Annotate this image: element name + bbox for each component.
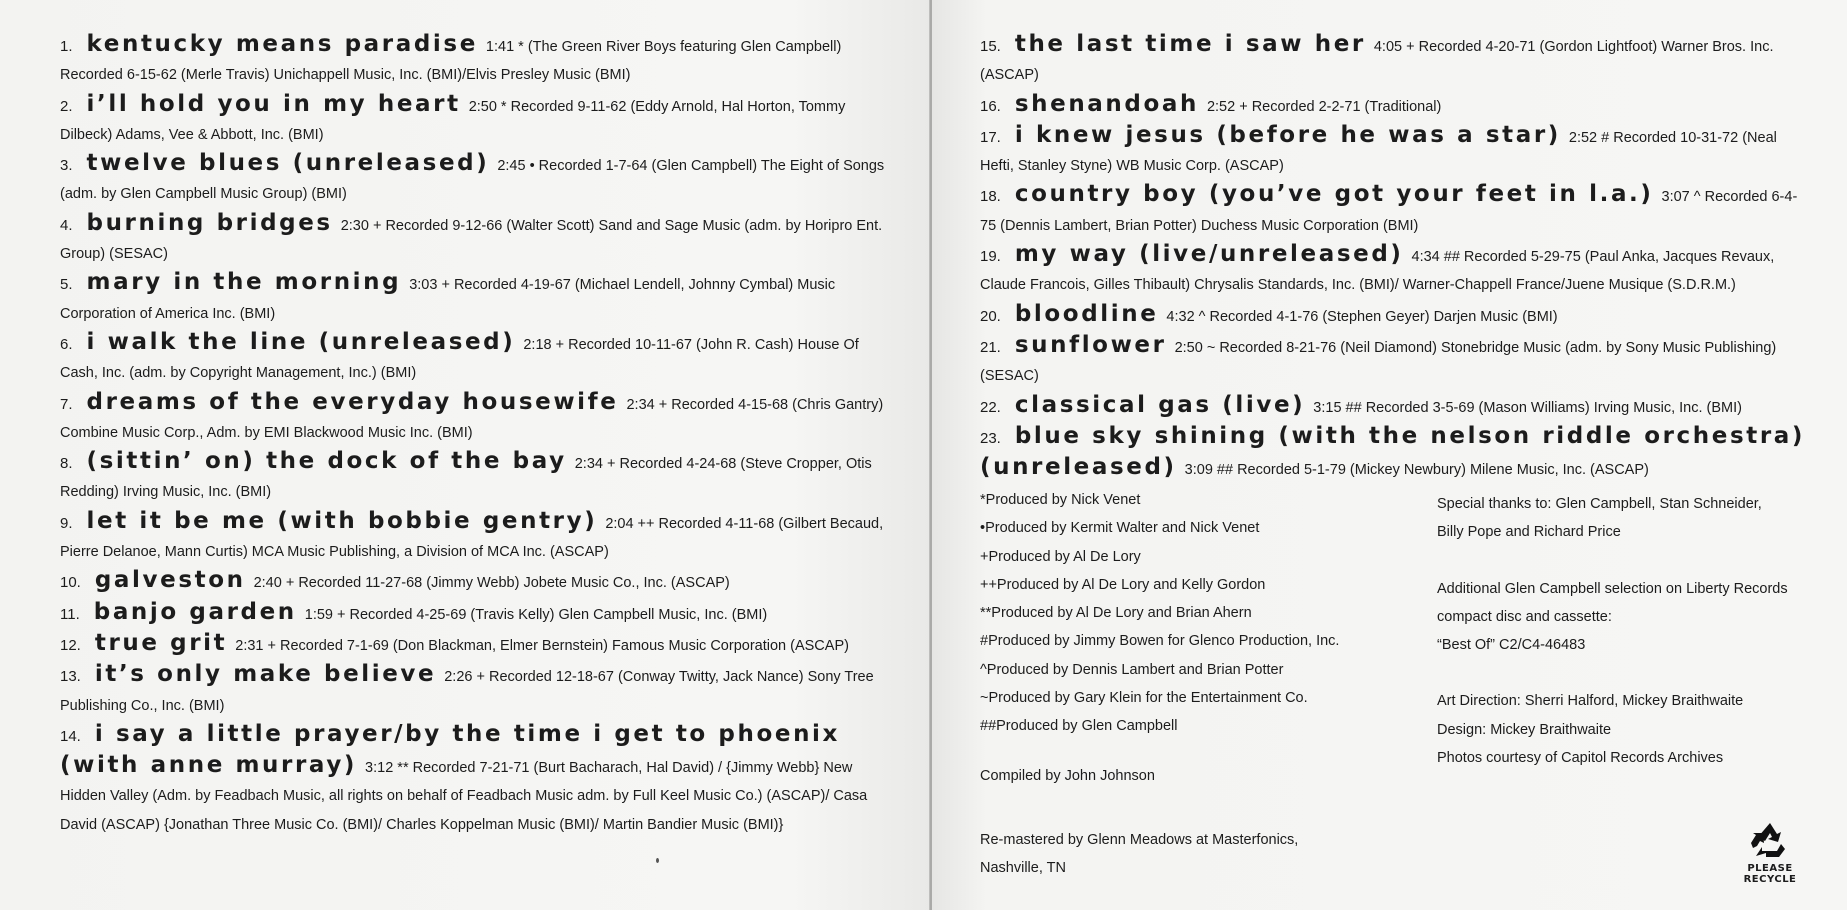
remastered-line: Re-mastered by Glenn Meadows at Masterfonics, — [980, 832, 1299, 848]
track-number: 1. — [60, 38, 73, 55]
track-details: 3:09 ## Recorded 5-1-79 (Mickey Newbury) Milene Music, Inc. (ASCAP) — [1184, 462, 1649, 479]
track-title: the last time i saw her — [1014, 31, 1366, 57]
track-details: 1:41 * (The Green River Boys featuring Glen Campbell) Recorded 6-15-62 (Merle Travis) Unichappell Music, Inc. (BMI)/Elvis Presley Music (BMI) — [60, 39, 842, 84]
track-title: my way (live/unreleased) — [1014, 241, 1404, 268]
producer-line: #Produced by Jimmy Bowen for Glenco Production, Inc. — [980, 633, 1340, 650]
track-details: 2:40 + Recorded 11-27-68 (Jimmy Webb) Jobete Music Co., Inc. (ASCAP) — [253, 575, 730, 592]
track-title: i knew jesus (before he was a star) — [1014, 121, 1561, 148]
producer-line: ++Produced by Al De Lory and Kelly Gordon — [980, 576, 1266, 593]
track-number: 21. — [980, 338, 1001, 356]
producer-line: ^Produced by Dennis Lambert and Brian Potter — [980, 661, 1284, 678]
track-number: 8. — [60, 455, 73, 473]
track-number: 3. — [60, 157, 73, 175]
right-track-list — [980, 30, 1807, 484]
right-page — [932, 0, 1847, 910]
track-number: 10. — [60, 574, 81, 592]
track-entry — [60, 388, 900, 448]
track-title: twelve blues (unreleased) — [86, 150, 490, 177]
track-entry — [980, 240, 1807, 300]
track-title: banjo garden — [93, 598, 297, 625]
track-details: 2:26 + Recorded 12-18-67 (Conway Twitty, Jack Nance) Sony Tree Publishing Co., Inc. (BMI) — [60, 669, 874, 714]
remastered-line: Nashville, TN — [980, 860, 1066, 877]
track-title: burning bridges — [86, 209, 333, 236]
track-number: 5. — [60, 276, 73, 294]
track-number: 11. — [60, 605, 80, 623]
track-title: shenandoah — [1014, 90, 1199, 117]
track-title: bloodline — [1014, 300, 1159, 327]
track-title: i walk the line (unreleased) — [86, 328, 516, 355]
additional-line: Additional Glen Campbell selection on Liberty Records — [1437, 580, 1788, 597]
track-number: 19. — [980, 248, 1001, 266]
track-number: 2. — [60, 97, 73, 115]
art-line: Art Direction: Sherri Halford, Mickey Braithwaite — [1437, 693, 1744, 710]
track-details: 2:34 + Recorded 4-24-68 (Steve Cropper, Otis Redding) Irving Music, Inc. (BMI) — [60, 456, 872, 501]
remastered-by — [980, 826, 1298, 883]
producer-credits — [980, 486, 1400, 741]
track-details: 4:32 ^ Recorded 4-1-76 (Stephen Geyer) Darjen Music (BMI) — [1166, 308, 1558, 325]
paper-speck — [656, 858, 659, 863]
track-title: let it be me (with bobbie gentry) — [86, 507, 598, 534]
track-entry — [60, 598, 900, 629]
thanks-line: Billy Pope and Richard Price — [1437, 524, 1621, 541]
track-entry — [60, 566, 900, 597]
track-number: 20. — [980, 307, 1001, 325]
track-entry — [980, 300, 1807, 331]
track-entry — [60, 209, 900, 269]
track-title: kentucky means paradise — [86, 31, 478, 57]
track-title: sunflower — [1014, 331, 1167, 358]
track-entry — [60, 268, 900, 328]
track-number: 4. — [60, 216, 73, 234]
track-number: 9. — [60, 514, 73, 532]
track-entry — [980, 90, 1807, 121]
track-number: 16. — [980, 97, 1001, 115]
recycle-badge — [1733, 822, 1807, 885]
track-title: it’s only make believe — [94, 661, 437, 688]
track-number: 6. — [60, 335, 73, 353]
track-entry — [60, 447, 900, 507]
track-title: country boy (you’ve got your feet in l.a.) — [1014, 181, 1654, 208]
left-track-list — [60, 30, 900, 839]
track-entry — [980, 180, 1807, 240]
track-title: true grit — [94, 629, 228, 656]
track-number: 7. — [60, 395, 73, 413]
track-title: blue sky shining (with the nelson riddle orchestra) (unreleased) — [980, 422, 1806, 481]
track-details: 2:50 ~ Recorded 8-21-76 (Neil Diamond) Stonebridge Music (adm. by Sony Music Publishing) (SESAC) — [980, 339, 1777, 385]
producer-line: ~Produced by Gary Klein for the Entertainment Co. — [980, 690, 1308, 707]
art-line: Photos courtesy of Capitol Records Archives — [1437, 750, 1724, 767]
track-title: galveston — [94, 567, 246, 594]
recycle-icon — [1750, 822, 1790, 858]
track-entry — [60, 720, 900, 839]
track-number: 17. — [980, 128, 1001, 146]
track-details: 3:03 + Recorded 4-19-67 (Michael Lendell, Johnny Cymbal) Music Corporation of America Inc. (BMI) — [60, 277, 836, 322]
track-details: 3:07 ^ Recorded 6-4-75 (Dennis Lambert, Brian Potter) Duchess Music Corporation (BMI) — [980, 189, 1798, 234]
track-number: 14. — [60, 727, 81, 745]
track-details: 2:45 • Recorded 1-7-64 (Glen Campbell) The Eight of Songs (adm. by Glen Campbell Music Group) (BMI) — [60, 158, 885, 203]
track-details: 3:15 ## Recorded 3-5-69 (Mason Williams) Irving Music, Inc. (BMI) — [1313, 399, 1742, 416]
track-details: 3:12 ** Recorded 7-21-71 (Burt Bacharach, Hal David) / {Jimmy Webb} New Hidden Valley (Adm. by Feadbach Music, all rights on behalf of Feadbach Music adm. by Full Keel Music Co.) (ASCAP)/ Casa David (ASCAP) {Jonathan Three Music Co. (BMI)/ Charles Koppelman Music (BMI)/ Martin Bandier Music (BMI)} — [60, 760, 868, 833]
track-details: 4:34 ## Recorded 5-29-75 (Paul Anka, Jacques Revaux, Claude Francois, Gilles Thibault) Chrysalis Standards, Inc. (BMI)/ Warner-Chappell France/Juene Musique (S.D.R.M.) — [980, 249, 1775, 294]
additional-line: “Best Of” C2/C4-46483 — [1437, 637, 1586, 654]
track-number: 15. — [980, 38, 1001, 55]
track-details: 2:52 + Recorded 2-2-71 (Traditional) — [1206, 98, 1442, 115]
thanks-and-art-credits — [1437, 490, 1817, 772]
compiled-by: Compiled by John Johnson — [980, 768, 1155, 784]
producer-line: ##Produced by Glen Campbell — [980, 718, 1178, 735]
track-title: (sittin’ on) the dock of the bay — [86, 448, 567, 475]
track-title: i’ll hold you in my heart — [86, 90, 461, 117]
track-entry — [980, 121, 1807, 181]
track-details: 4:05 + Recorded 4-20-71 (Gordon Lightfoot) Warner Bros. Inc. (ASCAP) — [980, 39, 1774, 84]
producer-line: *Produced by Nick Venet — [980, 492, 1141, 508]
track-entry — [60, 328, 900, 388]
track-entry — [60, 90, 900, 150]
track-title: classical gas (live) — [1014, 391, 1306, 418]
track-details: 2:18 + Recorded 10-11-67 (John R. Cash) House Of Cash, Inc. (adm. by Copyright Management, Inc.) (BMI) — [60, 336, 859, 382]
track-entry — [60, 660, 900, 720]
track-details: 2:50 * Recorded 9-11-62 (Eddy Arnold, Hal Horton, Tommy Dilbeck) Adams, Vee & Abbott, Inc. (BMI) — [60, 98, 846, 143]
track-number: 12. — [60, 636, 81, 654]
recycle-label-2: RECYCLE — [1743, 874, 1797, 885]
track-entry — [60, 149, 900, 209]
track-entry — [60, 507, 900, 567]
track-number: 23. — [980, 429, 1001, 447]
thanks-line: Special thanks to: Glen Campbell, Stan Schneider, — [1437, 496, 1762, 512]
track-entry — [60, 629, 900, 660]
track-entry — [980, 422, 1807, 485]
track-details: 2:52 # Recorded 10-31-72 (Neal Hefti, Stanley Styne) WB Music Corp. (ASCAP) — [980, 129, 1777, 175]
track-details: 2:34 + Recorded 4-15-68 (Chris Gantry) Combine Music Corp., Adm. by EMI Blackwood Music Inc. (BMI) — [60, 396, 884, 441]
track-details: 1:59 + Recorded 4-25-69 (Travis Kelly) Glen Campbell Music, Inc. (BMI) — [304, 606, 768, 623]
track-number: 18. — [980, 188, 1001, 206]
track-title: mary in the morning — [86, 269, 402, 296]
producer-line: +Produced by Al De Lory — [980, 548, 1141, 565]
track-title: i say a little prayer/by the time i get to phoenix (with anne murray) — [60, 720, 840, 779]
track-title: dreams of the everyday housewife — [86, 388, 619, 415]
track-details: 2:04 ++ Recorded 4-11-68 (Gilbert Becaud, Pierre Delanoe, Mann Curtis) MCA Music Publishing, a Division of MCA Inc. (ASCAP) — [60, 515, 884, 561]
track-entry — [60, 30, 900, 90]
track-number: 13. — [60, 668, 81, 686]
producer-line: •Produced by Kermit Walter and Nick Venet — [980, 520, 1260, 537]
track-entry — [980, 30, 1807, 90]
track-details: 2:30 + Recorded 9-12-66 (Walter Scott) Sand and Sage Music (adm. by Horipro Ent. Group) (SESAC) — [60, 217, 883, 263]
track-number: 22. — [980, 398, 1001, 416]
track-entry — [980, 391, 1807, 422]
art-line: Design: Mickey Braithwaite — [1437, 721, 1612, 738]
additional-line: compact disc and cassette: — [1437, 608, 1612, 625]
track-entry — [980, 331, 1807, 391]
track-details: 2:31 + Recorded 7-1-69 (Don Blackman, Elmer Bernstein) Famous Music Corporation (ASCAP) — [235, 637, 849, 654]
recycle-label-1: PLEASE — [1747, 863, 1793, 874]
producer-line: **Produced by Al De Lory and Brian Ahern — [980, 605, 1252, 622]
